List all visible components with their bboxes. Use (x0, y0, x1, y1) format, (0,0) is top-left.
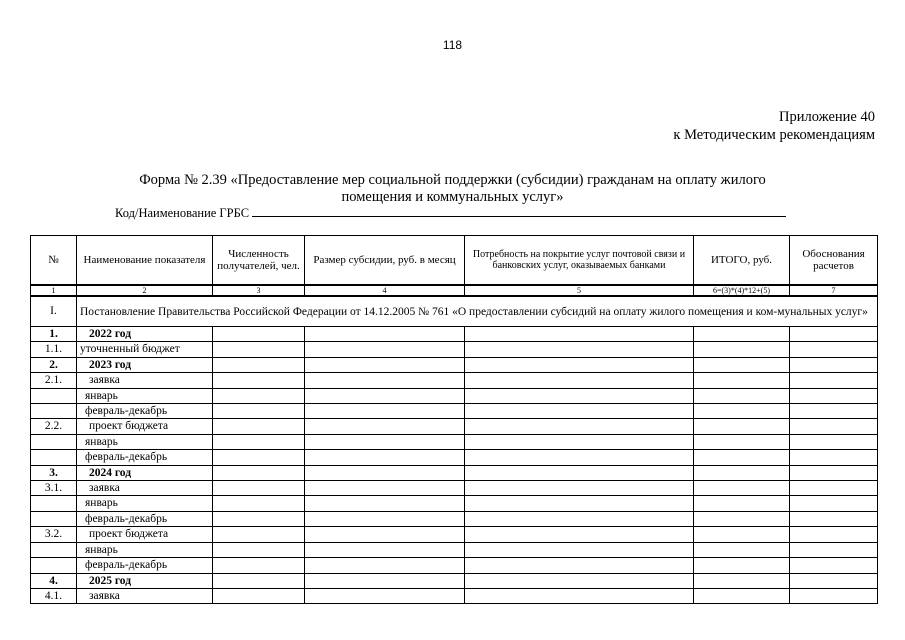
data-table (30, 235, 878, 604)
empty-value-cell (213, 373, 305, 388)
empty-value-cell (305, 373, 465, 388)
row-number-cell: 1. (31, 327, 77, 342)
empty-value-cell (305, 511, 465, 526)
empty-value-cell (305, 573, 465, 588)
row-name-cell: заявка (77, 373, 213, 388)
empty-value-cell (790, 357, 878, 372)
row-name-cell: январь (77, 388, 213, 403)
table-row (31, 527, 878, 542)
empty-value-cell (790, 373, 878, 388)
table-row (31, 342, 878, 357)
empty-value-cell (465, 588, 694, 603)
row-number-cell: 2.2. (31, 419, 77, 434)
empty-value-cell (790, 404, 878, 419)
row-name-cell: февраль-декабрь (77, 511, 213, 526)
column-number-cell: 1 (31, 285, 77, 296)
appendix-line-1: Приложение 40 (779, 109, 875, 125)
table-row (31, 573, 878, 588)
table-body (31, 236, 878, 604)
row-number-cell: 4. (31, 573, 77, 588)
row-number-cell (31, 434, 77, 449)
empty-value-cell (465, 558, 694, 573)
row-name-cell: февраль-декабрь (77, 558, 213, 573)
empty-value-cell (694, 342, 790, 357)
row-name-cell: 2024 год (77, 465, 213, 480)
table-row (31, 434, 878, 449)
empty-value-cell (694, 542, 790, 557)
row-name-cell: заявка (77, 481, 213, 496)
row-name-cell: февраль-декабрь (77, 404, 213, 419)
empty-value-cell (213, 465, 305, 480)
table-row (31, 588, 878, 603)
empty-value-cell (694, 373, 790, 388)
section-text: Постановление Правительства Российской Федерации от 14.12.2005 № 761 «О предоставлении субсидий на оплату жилого помещения и ком-мунальных услуг» (77, 296, 878, 327)
empty-value-cell (213, 558, 305, 573)
row-name-cell: январь (77, 434, 213, 449)
empty-value-cell (305, 542, 465, 557)
row-number-cell: 4.1. (31, 588, 77, 603)
empty-value-cell (790, 465, 878, 480)
column-number-cell: 4 (305, 285, 465, 296)
empty-value-cell (694, 558, 790, 573)
empty-value-cell (305, 496, 465, 511)
empty-value-cell (305, 450, 465, 465)
row-number-cell (31, 558, 77, 573)
appendix-heading (673, 108, 875, 144)
empty-value-cell (465, 527, 694, 542)
table-row (31, 481, 878, 496)
empty-value-cell (213, 388, 305, 403)
empty-value-cell (305, 434, 465, 449)
empty-value-cell (790, 388, 878, 403)
empty-value-cell (465, 573, 694, 588)
empty-value-cell (694, 481, 790, 496)
header-cell: Обоснования расчетов (790, 236, 878, 286)
empty-value-cell (465, 357, 694, 372)
table-row (31, 404, 878, 419)
column-number-cell: 5 (465, 285, 694, 296)
empty-value-cell (213, 404, 305, 419)
header-cell: Размер субсидии, руб. в месяц (305, 236, 465, 286)
row-name-cell: проект бюджета (77, 527, 213, 542)
empty-value-cell (465, 511, 694, 526)
column-number-row (31, 285, 878, 296)
empty-value-cell (213, 450, 305, 465)
empty-value-cell (213, 542, 305, 557)
empty-value-cell (305, 327, 465, 342)
empty-value-cell (694, 496, 790, 511)
table-row (31, 542, 878, 557)
row-name-cell: заявка (77, 588, 213, 603)
empty-value-cell (465, 373, 694, 388)
empty-value-cell (213, 511, 305, 526)
table-row (31, 496, 878, 511)
row-name-cell: уточненный бюджет (77, 342, 213, 357)
empty-value-cell (790, 434, 878, 449)
empty-value-cell (213, 496, 305, 511)
empty-value-cell (213, 434, 305, 449)
empty-value-cell (790, 527, 878, 542)
empty-value-cell (465, 542, 694, 557)
row-number-cell (31, 404, 77, 419)
empty-value-cell (305, 527, 465, 542)
row-name-cell: проект бюджета (77, 419, 213, 434)
empty-value-cell (790, 542, 878, 557)
empty-value-cell (213, 527, 305, 542)
row-number-cell (31, 388, 77, 403)
grbs-label: Код/Наименование ГРБС (115, 206, 250, 220)
row-number-cell: 2.1. (31, 373, 77, 388)
empty-value-cell (694, 450, 790, 465)
empty-value-cell (465, 465, 694, 480)
grbs-field (115, 205, 786, 221)
empty-value-cell (213, 419, 305, 434)
empty-value-cell (305, 357, 465, 372)
empty-value-cell (790, 558, 878, 573)
empty-value-cell (790, 573, 878, 588)
empty-value-cell (694, 527, 790, 542)
header-cell: ИТОГО, руб. (694, 236, 790, 286)
empty-value-cell (305, 465, 465, 480)
appendix-line-2: к Методическим рекомендациям (673, 127, 875, 143)
table-row (31, 388, 878, 403)
empty-value-cell (790, 496, 878, 511)
column-number-cell: 3 (213, 285, 305, 296)
header-cell: Потребность на покрытие услуг почтовой связи и банковских услуг, оказываемых банками (465, 236, 694, 286)
empty-value-cell (790, 450, 878, 465)
empty-value-cell (694, 327, 790, 342)
empty-value-cell (790, 419, 878, 434)
row-name-cell: 2023 год (77, 357, 213, 372)
row-name-cell: 2022 год (77, 327, 213, 342)
empty-value-cell (790, 588, 878, 603)
table-row (31, 511, 878, 526)
table-row (31, 450, 878, 465)
row-name-cell: январь (77, 496, 213, 511)
row-number-cell: 2. (31, 357, 77, 372)
empty-value-cell (213, 588, 305, 603)
empty-value-cell (465, 327, 694, 342)
form-title (100, 172, 805, 206)
empty-value-cell (790, 327, 878, 342)
empty-value-cell (694, 404, 790, 419)
header-cell: Численность получателей, чел. (213, 236, 305, 286)
page-number: 118 (442, 38, 463, 52)
empty-value-cell (305, 588, 465, 603)
empty-value-cell (305, 388, 465, 403)
empty-value-cell (305, 558, 465, 573)
empty-value-cell (213, 357, 305, 372)
grbs-underline (252, 205, 786, 217)
row-name-cell: январь (77, 542, 213, 557)
table-header-row (31, 236, 878, 286)
table-row (31, 419, 878, 434)
table-row (31, 357, 878, 372)
table-row (31, 558, 878, 573)
empty-value-cell (694, 588, 790, 603)
empty-value-cell (694, 357, 790, 372)
empty-value-cell (465, 388, 694, 403)
empty-value-cell (213, 327, 305, 342)
empty-value-cell (790, 511, 878, 526)
empty-value-cell (305, 481, 465, 496)
column-number-cell: 2 (77, 285, 213, 296)
empty-value-cell (213, 342, 305, 357)
header-cell: Наименование показателя (77, 236, 213, 286)
row-name-cell: февраль-декабрь (77, 450, 213, 465)
empty-value-cell (305, 419, 465, 434)
row-number-cell: 1.1. (31, 342, 77, 357)
empty-value-cell (465, 496, 694, 511)
table-row (31, 465, 878, 480)
form-title-line-1: Форма № 2.39 «Предоставление мер социальной поддержки (субсидии) гражданам на оплату жилого (139, 172, 766, 188)
column-number-cell: 6=(3)*(4)*12+(5) (694, 285, 790, 296)
empty-value-cell (465, 481, 694, 496)
row-number-cell: 3. (31, 465, 77, 480)
empty-value-cell (465, 434, 694, 449)
section-number: I. (31, 296, 77, 327)
header-cell: № (31, 236, 77, 286)
empty-value-cell (694, 434, 790, 449)
empty-value-cell (694, 465, 790, 480)
empty-value-cell (465, 342, 694, 357)
row-name-cell: 2025 год (77, 573, 213, 588)
row-number-cell (31, 542, 77, 557)
row-number-cell (31, 511, 77, 526)
section-row (31, 296, 878, 327)
empty-value-cell (694, 419, 790, 434)
empty-value-cell (465, 404, 694, 419)
empty-value-cell (213, 573, 305, 588)
empty-value-cell (305, 404, 465, 419)
column-number-cell: 7 (790, 285, 878, 296)
row-number-cell: 3.1. (31, 481, 77, 496)
empty-value-cell (694, 511, 790, 526)
row-number-cell: 3.2. (31, 527, 77, 542)
empty-value-cell (305, 342, 465, 357)
table-row (31, 327, 878, 342)
empty-value-cell (213, 481, 305, 496)
empty-value-cell (465, 419, 694, 434)
empty-value-cell (790, 481, 878, 496)
empty-value-cell (694, 388, 790, 403)
table-row (31, 373, 878, 388)
empty-value-cell (790, 342, 878, 357)
row-number-cell (31, 496, 77, 511)
empty-value-cell (694, 573, 790, 588)
row-number-cell (31, 450, 77, 465)
form-title-line-2: помещения и коммунальных услуг» (341, 189, 564, 205)
empty-value-cell (465, 450, 694, 465)
